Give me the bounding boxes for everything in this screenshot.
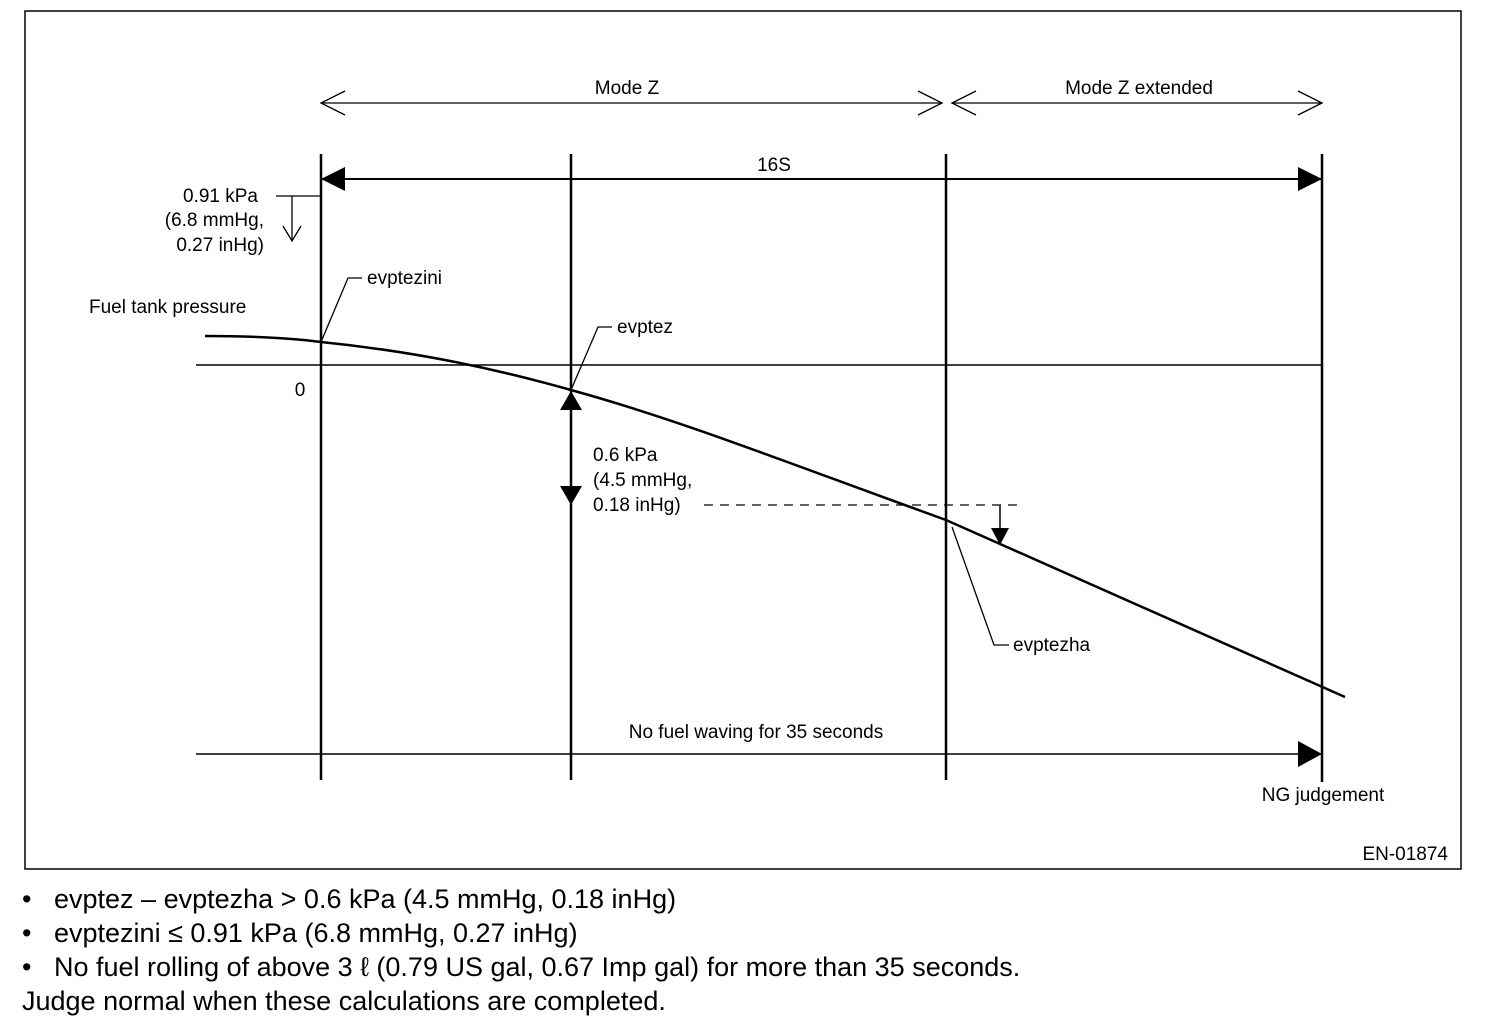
conclusion-text: Judge normal when these calculations are completed. <box>22 986 666 1016</box>
no-fuel-waving-label: No fuel waving for 35 seconds <box>628 722 884 743</box>
mode-z-extended-label: Mode Z extended <box>1065 78 1213 99</box>
threshold-0-91-line2: (6.8 mmHg, <box>164 210 264 231</box>
bullet: • <box>22 918 32 948</box>
duration-16s-label: 16S <box>757 155 791 176</box>
evptezini-leader <box>321 278 362 342</box>
evptezini-label: evptezini <box>367 268 442 289</box>
zero-label: 0 <box>294 380 306 401</box>
threshold-0-6-line1: 0.6 kPa <box>593 445 658 466</box>
bullet: • <box>22 884 32 914</box>
note-item <box>22 882 1482 916</box>
note-item <box>22 916 1482 950</box>
note-text: evptez – evptezha > 0.6 kPa (4.5 mmHg, 0.18 inHg) <box>54 884 677 914</box>
fuel-tank-pressure-label: Fuel tank pressure <box>89 297 247 318</box>
note-text: evptezini ≤ 0.91 kPa (6.8 mmHg, 0.27 inHg) <box>54 918 578 948</box>
mode-z-label: Mode Z <box>594 78 660 99</box>
threshold-0-91-line3: 0.27 inHg) <box>176 235 264 256</box>
threshold-0-91-indicator <box>276 196 321 241</box>
evptez-label: evptez <box>617 317 673 338</box>
threshold-0-6-line2: (4.5 mmHg, <box>593 470 693 491</box>
calculation-notes <box>22 882 1482 1018</box>
note-text: No fuel rolling of above 3 ℓ (0.79 US gal, 0.67 Imp gal) for more than 35 seconds. <box>54 952 1021 982</box>
evptez-leader <box>571 327 612 390</box>
bullet: • <box>22 952 32 982</box>
fuel-tank-pressure-curve <box>205 336 1345 697</box>
evptezha-label: evptezha <box>1013 635 1091 656</box>
no-fuel-waving-arrow <box>196 741 1322 767</box>
threshold-0-91-line1: 0.91 kPa <box>183 186 258 207</box>
threshold-0-6-arrow <box>991 505 1009 545</box>
duration-16s-arrow <box>321 167 1322 191</box>
threshold-0-6-line3: 0.18 inHg) <box>593 495 681 516</box>
note-item <box>22 950 1482 984</box>
ng-judgement-label: NG judgement <box>1261 785 1385 806</box>
figure-id: EN-01874 <box>1362 844 1448 865</box>
